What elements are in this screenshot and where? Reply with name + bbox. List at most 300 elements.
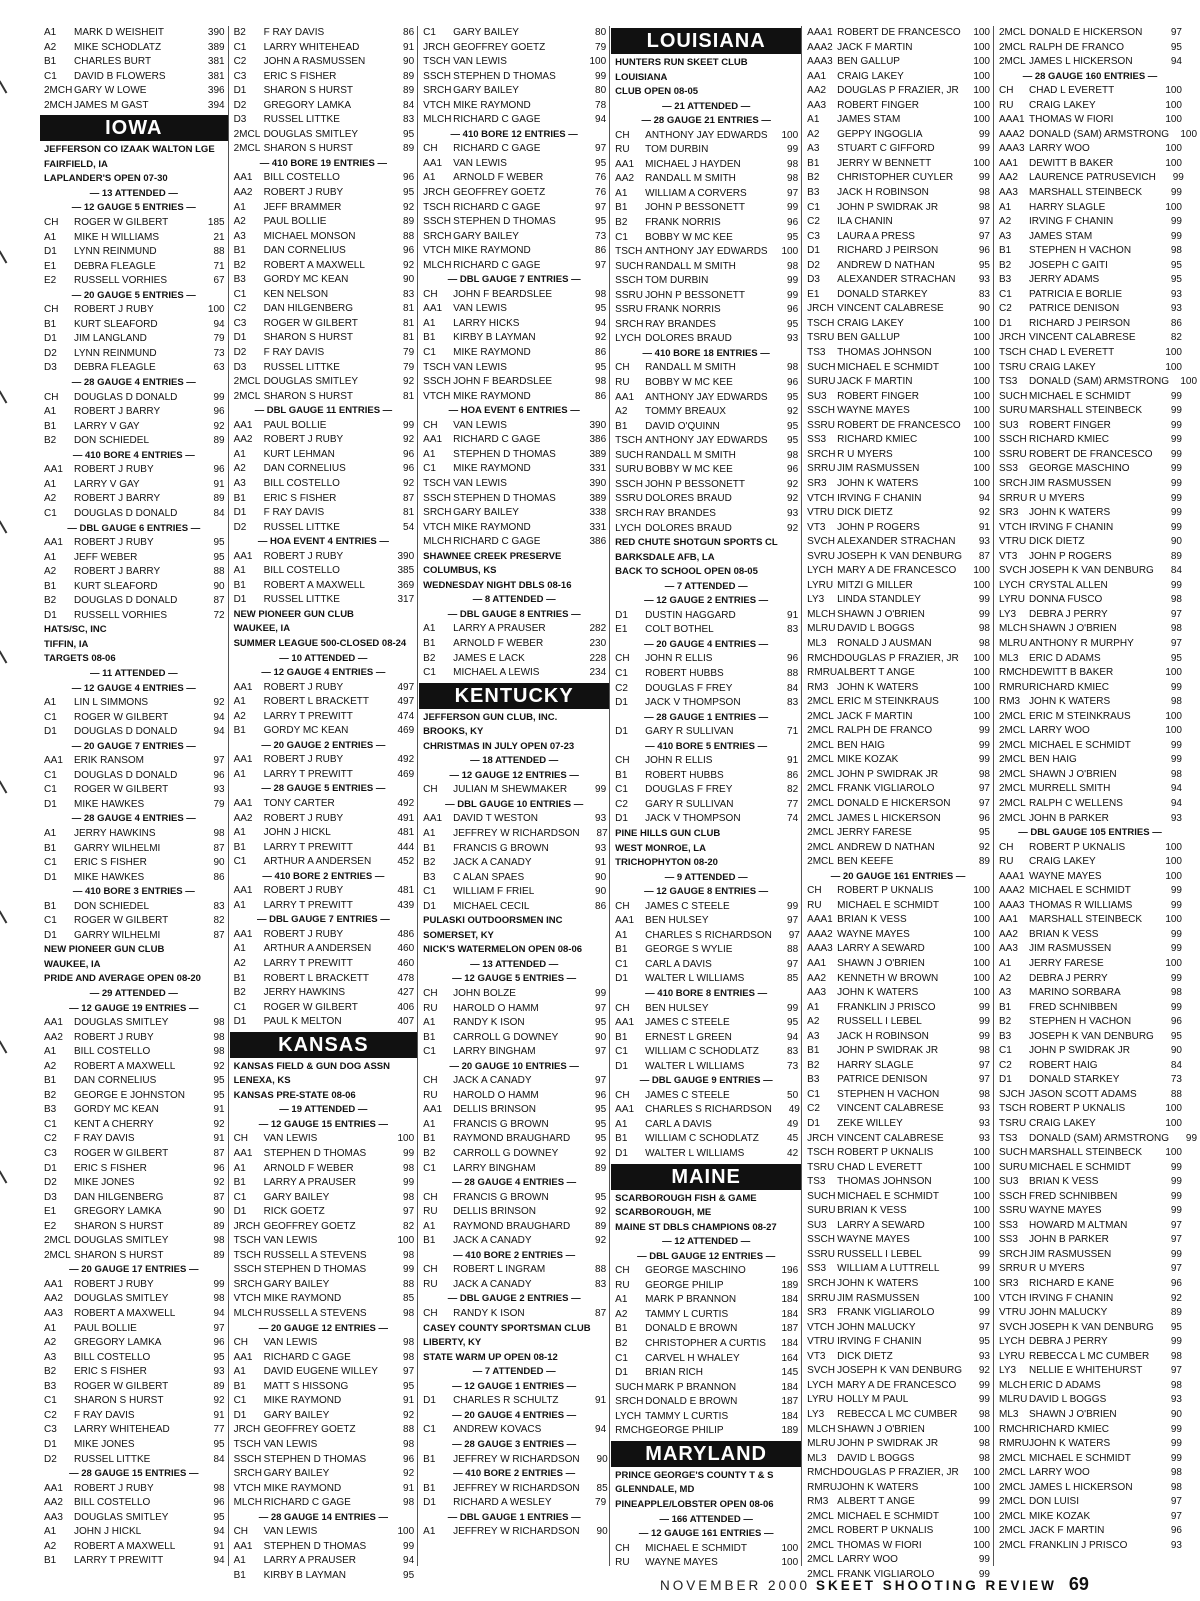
result-row <box>995 1117 1185 1132</box>
class-code: D1 <box>233 332 247 344</box>
score: 100 <box>973 958 990 969</box>
score: 98 <box>403 1308 415 1320</box>
class-code: A2 <box>44 1540 57 1552</box>
class-code: MLCH <box>807 1423 836 1435</box>
shooter-name: JIM RASMUSSEN <box>1029 943 1112 955</box>
shooter-name: JACK A CANADY <box>453 1235 532 1247</box>
shooter-name: FRANCIS G BROWN <box>453 842 549 854</box>
class-code: B1 <box>423 842 436 854</box>
event-subheader: — 20 GAUGE 7 ENTRIES — <box>71 740 196 752</box>
result-row <box>611 1556 801 1571</box>
score: 98 <box>978 1088 990 1100</box>
result-row <box>230 448 418 463</box>
class-code: A1 <box>999 958 1012 969</box>
result-row <box>40 391 228 406</box>
class-code: SRCH <box>999 1248 1028 1260</box>
score: 79 <box>213 333 225 345</box>
shooter-name: GEORGE MASCHINO <box>645 1265 746 1277</box>
score: 92 <box>595 1206 607 1218</box>
result-row <box>419 812 609 827</box>
score: 81 <box>403 332 415 344</box>
score: 99 <box>1170 899 1182 911</box>
class-code: VTCH <box>423 245 451 257</box>
score: 100 <box>1165 347 1182 359</box>
class-code: SSCH <box>999 434 1027 446</box>
class-code: MLRU <box>999 637 1028 649</box>
result-row <box>40 361 228 376</box>
score: 99 <box>978 1248 990 1260</box>
class-code: D3 <box>233 361 247 373</box>
result-row <box>230 812 418 827</box>
margin-mark <box>0 1170 7 1183</box>
result-row <box>40 1234 228 1249</box>
shooter-name: ROBERT J BARRY <box>74 566 161 578</box>
class-code: AA1 <box>423 813 443 825</box>
result-row <box>40 1322 228 1337</box>
score: 89 <box>213 1380 225 1392</box>
score: 100 <box>973 1176 990 1188</box>
shooter-name: BOBBY W MC KEE <box>645 377 733 389</box>
result-row <box>230 550 418 565</box>
score: 84 <box>1170 1059 1182 1071</box>
result-row <box>995 346 1185 361</box>
score: 99 <box>1170 507 1182 519</box>
class-code: RU <box>615 1557 630 1569</box>
class-code: A1 <box>233 201 246 213</box>
score: 91 <box>213 478 225 490</box>
score: 99 <box>978 1568 990 1580</box>
result-row <box>995 1015 1185 1030</box>
class-code: D1 <box>44 333 57 345</box>
class-code: AAA1 <box>999 114 1025 126</box>
score: 99 <box>1170 390 1182 402</box>
result-row <box>40 827 228 842</box>
results-column <box>419 26 610 1566</box>
score: 99 <box>978 1016 990 1028</box>
event-subheader: — 12 GAUGE 8 ENTRIES — <box>644 886 769 898</box>
score: 91 <box>213 1409 225 1421</box>
score: 93 <box>978 1103 990 1115</box>
result-row <box>995 593 1185 608</box>
result-row <box>40 1220 228 1235</box>
class-code: B2 <box>807 1059 820 1071</box>
result-row <box>995 1073 1185 1088</box>
score: 83 <box>787 697 799 709</box>
shooter-name: KURT SLEAFORD <box>74 318 158 330</box>
event-subheader: — 12 GAUGE 15 ENTRIES — <box>258 1118 389 1130</box>
class-code: SRCH <box>615 1396 644 1408</box>
class-code: D1 <box>615 697 628 709</box>
shooter-name: JAMES STAM <box>1029 230 1093 242</box>
shooter-name: ROBERT DE FRANCESCO <box>837 27 961 38</box>
result-row <box>40 929 228 944</box>
result-row <box>995 1379 1185 1394</box>
club-info: WAUKEE, IA <box>44 958 101 970</box>
class-code: AA1 <box>233 419 253 431</box>
shooter-name: MARY A DE FRANCESCO <box>837 1379 957 1391</box>
result-row <box>803 375 993 390</box>
shooter-name: LYNN REINMUND <box>74 347 157 359</box>
class-code: 2MCL <box>999 710 1026 722</box>
score: 90 <box>403 274 415 286</box>
shooter-name: MARSHALL STEINBECK <box>1029 187 1142 199</box>
result-row <box>230 1467 418 1482</box>
result-row <box>803 1015 993 1030</box>
score: 98 <box>978 1045 990 1057</box>
class-code: B3 <box>233 274 246 286</box>
class-code: MLRU <box>807 1438 836 1450</box>
score: 89 <box>403 70 415 82</box>
shooter-name: DAVID B FLOWERS <box>74 70 166 82</box>
shooter-name: STEPHEN D THOMAS <box>263 1453 367 1465</box>
result-row <box>803 739 993 754</box>
shooter-name: HOLLY M PAUL <box>837 1394 909 1406</box>
result-row <box>611 682 801 697</box>
shooter-name: ROBERT A MAXWELL <box>263 259 365 271</box>
result-row <box>40 754 228 769</box>
score: 92 <box>403 1468 415 1480</box>
shooter-name: DOUGLAS P FRAZIER, JR <box>837 652 959 664</box>
result-row <box>995 942 1185 957</box>
class-code: A1 <box>615 187 628 199</box>
result-row <box>803 230 993 245</box>
score: 98 <box>403 1191 415 1203</box>
score: 100 <box>973 710 990 722</box>
margin-mark <box>0 390 7 403</box>
shooter-name: LARRY T PREWITT <box>263 841 353 853</box>
class-code: SUCH <box>999 1147 1028 1159</box>
shooter-name: LARRY A PRAUSER <box>453 623 546 635</box>
shooter-name: DICK DIETZ <box>837 507 893 519</box>
score: 76 <box>595 187 607 199</box>
result-row <box>611 289 801 304</box>
class-code: AA1 <box>615 391 635 403</box>
score: 185 <box>207 217 225 229</box>
shooter-name: RANDALL M SMITH <box>645 260 736 272</box>
result-row <box>995 1466 1185 1481</box>
score: 100 <box>1165 114 1182 126</box>
result-row <box>995 1277 1185 1292</box>
class-code: B2 <box>44 595 57 607</box>
shooter-name: F RAY DAVIS <box>263 347 325 359</box>
class-code: B2 <box>44 1089 57 1101</box>
shooter-name: FRANCIS G BROWN <box>453 1118 549 1130</box>
shooter-name: ROBERT J RUBY <box>263 928 344 940</box>
score: 99 <box>978 1379 990 1391</box>
shooter-name: JASON SCOTT ADAMS <box>1029 1088 1137 1100</box>
result-row <box>230 433 418 448</box>
class-code: TSCH <box>233 1249 261 1261</box>
shooter-name: JOHN K WATERS <box>837 1481 919 1493</box>
class-code: LYCH <box>615 1410 642 1422</box>
class-code: MLCH <box>423 536 452 548</box>
class-code: B1 <box>615 769 628 781</box>
result-row <box>230 972 418 987</box>
event-subheader: — 28 GAUGE 21 ENTRIES — <box>641 115 771 127</box>
event-subheader: — 12 GAUGE 4 ENTRIES — <box>71 682 196 694</box>
result-row <box>230 1336 418 1351</box>
score: 452 <box>397 856 415 868</box>
result-row <box>230 942 418 957</box>
shooter-name: CARL A DAVIS <box>645 958 712 970</box>
shooter-name: DEWITT B BAKER <box>1029 157 1114 169</box>
score: 90 <box>978 303 990 315</box>
shooter-name: MIKE HAWKES <box>74 871 145 883</box>
result-row <box>611 783 801 798</box>
class-code: D3 <box>233 114 247 126</box>
result-row <box>419 1045 609 1060</box>
results-page <box>40 26 1198 1581</box>
result-row <box>40 332 228 347</box>
score: 95 <box>403 1569 415 1581</box>
result-row <box>230 128 418 143</box>
class-code: VTCH <box>423 390 451 402</box>
class-code: C1 <box>423 1046 436 1058</box>
result-row <box>40 507 228 522</box>
shooter-name: THOMAS JOHNSON <box>837 1176 932 1188</box>
class-code: D1 <box>44 246 57 258</box>
result-row <box>803 84 993 99</box>
class-code: B1 <box>615 202 628 214</box>
shooter-name: JAMES M GAST <box>74 99 149 111</box>
score: 95 <box>1170 1030 1182 1042</box>
club-info: SCARBOROUGH FISH & GAME <box>615 1192 757 1204</box>
club-info: STATE WARM UP OPEN 08-12 <box>423 1351 558 1363</box>
result-row <box>995 99 1185 114</box>
shooter-name: REBECCA L MC CUMBER <box>1029 1350 1150 1362</box>
result-row <box>803 1306 993 1321</box>
result-row <box>419 41 609 56</box>
score: 96 <box>403 245 415 257</box>
class-code: CH <box>615 900 630 912</box>
shooter-name: MICHAEL J HAYDEN <box>645 158 741 170</box>
shooter-name: RUSSELL I LEBEL <box>837 1016 922 1028</box>
class-code: C1 <box>423 463 436 475</box>
score: 98 <box>213 1293 225 1305</box>
result-row <box>419 1525 609 1540</box>
class-code: AA1 <box>423 1104 443 1116</box>
shooter-name: KIRBY B LAYMAN <box>453 332 536 344</box>
score: 87 <box>213 1191 225 1203</box>
score: 94 <box>213 726 225 738</box>
score: 71 <box>787 726 799 738</box>
shooter-name: PATRICE DENISON <box>837 1074 928 1086</box>
result-row <box>803 201 993 216</box>
score: 100 <box>397 1235 415 1247</box>
shooter-name: ROBERT FINGER <box>837 390 920 402</box>
score: 99 <box>1170 1438 1182 1450</box>
score: 99 <box>1170 754 1182 766</box>
result-row <box>995 1059 1185 1074</box>
class-code: LYCH <box>807 565 834 577</box>
score: 99 <box>1170 1001 1182 1013</box>
result-row <box>995 171 1185 186</box>
score: 390 <box>589 477 607 489</box>
shooter-name: MIKE SCHODLATZ <box>74 41 162 53</box>
result-row <box>419 1002 609 1017</box>
score: 95 <box>213 1438 225 1450</box>
result-row <box>803 346 993 361</box>
score: 99 <box>1170 405 1182 417</box>
shooter-name: MITZI G MILLER <box>837 579 913 591</box>
shooter-name: JOHN K WATERS <box>1029 1438 1111 1450</box>
shooter-name: JIM RASMUSSEN <box>1029 477 1112 489</box>
score: 82 <box>403 1220 415 1232</box>
class-code: C1 <box>44 769 57 781</box>
event-subheader: — DBL GAUGE 10 ENTRIES — <box>445 798 584 810</box>
class-code: D1 <box>44 871 57 883</box>
class-code: TSCH <box>807 317 835 329</box>
shooter-name: JEFFREY W RICHARDSON <box>453 1482 580 1494</box>
score: 99 <box>1170 1248 1182 1260</box>
result-row <box>995 1161 1185 1176</box>
result-row <box>230 55 418 70</box>
class-code: SSCH <box>423 492 451 504</box>
shooter-name: DAVID L BOGGS <box>837 1452 915 1464</box>
result-row <box>611 260 801 275</box>
class-code: A2 <box>44 493 57 505</box>
class-code: D3 <box>807 274 820 286</box>
result-row <box>995 1262 1185 1277</box>
shooter-name: GARY BAILEY <box>263 1468 330 1480</box>
class-code: SS3 <box>999 1219 1018 1231</box>
result-row <box>995 331 1185 346</box>
score: 45 <box>787 1133 799 1145</box>
class-code: 2MCL <box>44 1235 71 1247</box>
class-code: 2MCL <box>999 739 1026 751</box>
shooter-name: MICHAEL CECIL <box>453 900 530 912</box>
score: 282 <box>589 623 607 635</box>
class-code: D1 <box>233 85 247 97</box>
class-code: AAA1 <box>807 914 833 926</box>
shooter-name: ROBERT J BARRY <box>74 406 161 418</box>
result-row <box>230 1525 418 1540</box>
score: 389 <box>589 448 607 460</box>
shooter-name: RICHARD C GAGE <box>453 434 541 446</box>
shooter-name: ERIC S FISHER <box>263 70 337 82</box>
class-code: D1 <box>44 1438 57 1450</box>
result-row <box>995 1102 1185 1117</box>
class-code: E1 <box>44 1206 57 1218</box>
shooter-name: JOHN J HICKL <box>74 1526 142 1538</box>
state-banner: KENTUCKY <box>419 683 609 709</box>
result-row <box>803 1364 993 1379</box>
shooter-name: DONALD (SAM) ARMSTRONG <box>1029 1132 1170 1144</box>
shooter-name: JIM LANGLAND <box>74 333 147 345</box>
result-row <box>419 99 609 114</box>
score: 93 <box>978 1350 990 1362</box>
class-code: AA1 <box>44 1278 63 1290</box>
shooter-name: MARINO SORBARA <box>1029 987 1121 999</box>
shooter-name: DOUGLAS D DONALD <box>74 507 178 519</box>
score: 88 <box>213 246 225 258</box>
result-row <box>40 580 228 595</box>
class-code: B3 <box>423 871 436 883</box>
class-code: TSCH <box>615 246 643 258</box>
shooter-name: MIKE JONES <box>74 1177 135 1189</box>
score: 97 <box>1170 1510 1182 1522</box>
shooter-name: JOSEPH C GAITI <box>1029 259 1108 271</box>
shooter-name: CHAD L EVERETT <box>1029 347 1115 359</box>
event-subheader: — 28 GAUGE 15 ENTRIES — <box>69 1468 199 1480</box>
shooter-name: STEPHEN D THOMAS <box>263 1264 367 1276</box>
shooter-name: ROBERT J RUBY <box>263 681 344 693</box>
class-code: D2 <box>233 99 247 111</box>
shooter-name: ROBERT A MAXWELL <box>74 1308 176 1320</box>
shooter-name: CHAD L EVERETT <box>1029 85 1115 97</box>
shooter-name: CHRISTOPHER CUYLER <box>837 172 954 184</box>
shooter-name: MICHAEL E SCHMIDT <box>837 899 940 911</box>
shooter-name: RALPH DE FRANCO <box>837 725 933 737</box>
result-row <box>995 1408 1185 1423</box>
shooter-name: JIM RASMUSSEN <box>837 463 920 475</box>
club-info: BACK TO SCHOOL OPEN 08-05 <box>615 566 758 578</box>
class-code: C2 <box>807 1103 820 1115</box>
score: 88 <box>1170 1088 1182 1100</box>
result-row <box>419 317 609 332</box>
class-code: 2MCL <box>233 128 261 140</box>
shooter-name: DONALD E BROWN <box>645 1396 738 1408</box>
class-code: B1 <box>44 420 57 432</box>
result-row <box>230 1380 418 1395</box>
result-row <box>803 593 993 608</box>
score: 98 <box>213 1017 225 1029</box>
score: 79 <box>595 1497 607 1509</box>
result-row <box>419 419 609 434</box>
result-row <box>611 1016 801 1031</box>
result-row <box>611 798 801 813</box>
event-subheader: — 20 GAUGE 4 ENTRIES — <box>644 638 769 650</box>
class-code: E2 <box>44 275 57 287</box>
class-code: A1 <box>423 1017 436 1029</box>
score: 331 <box>589 463 607 475</box>
result-row <box>995 477 1185 492</box>
score: 100 <box>1165 856 1182 868</box>
shooter-name: TONY CARTER <box>263 797 335 809</box>
result-row <box>803 1117 993 1132</box>
shooter-name: ROBERT P UKNALIS <box>837 885 934 897</box>
class-code: LYCH <box>807 1379 834 1391</box>
shooter-name: WILLIAM F FRIEL <box>453 886 535 898</box>
score: 95 <box>978 827 990 839</box>
result-row <box>611 434 801 449</box>
shooter-name: DONALD E HICKERSON <box>1029 27 1143 38</box>
shooter-name: R U MYERS <box>837 448 893 460</box>
class-code: SVCH <box>999 1321 1027 1333</box>
class-code: VTCH <box>233 1293 261 1305</box>
result-row <box>995 492 1185 507</box>
result-row <box>611 972 801 987</box>
shooter-name: CHARLES R SCHULTZ <box>453 1395 559 1407</box>
class-code: SRRU <box>807 463 836 475</box>
shooter-name: BEN GALLUP <box>837 332 900 344</box>
score: 99 <box>595 988 607 999</box>
result-row <box>40 1278 228 1293</box>
class-code: C1 <box>44 1118 57 1130</box>
shooter-name: ROBERT J RUBY <box>263 754 344 766</box>
class-code: B1 <box>423 1133 436 1145</box>
shooter-name: BEN HULSEY <box>645 915 709 927</box>
score: 96 <box>213 406 225 418</box>
result-row <box>230 142 418 157</box>
result-row <box>230 841 418 856</box>
score: 99 <box>1170 681 1182 693</box>
result-row <box>40 347 228 362</box>
class-code: RMCH <box>999 1423 1029 1435</box>
class-code: C1 <box>233 1395 247 1407</box>
score: 93 <box>595 813 607 825</box>
score: 98 <box>595 376 607 388</box>
